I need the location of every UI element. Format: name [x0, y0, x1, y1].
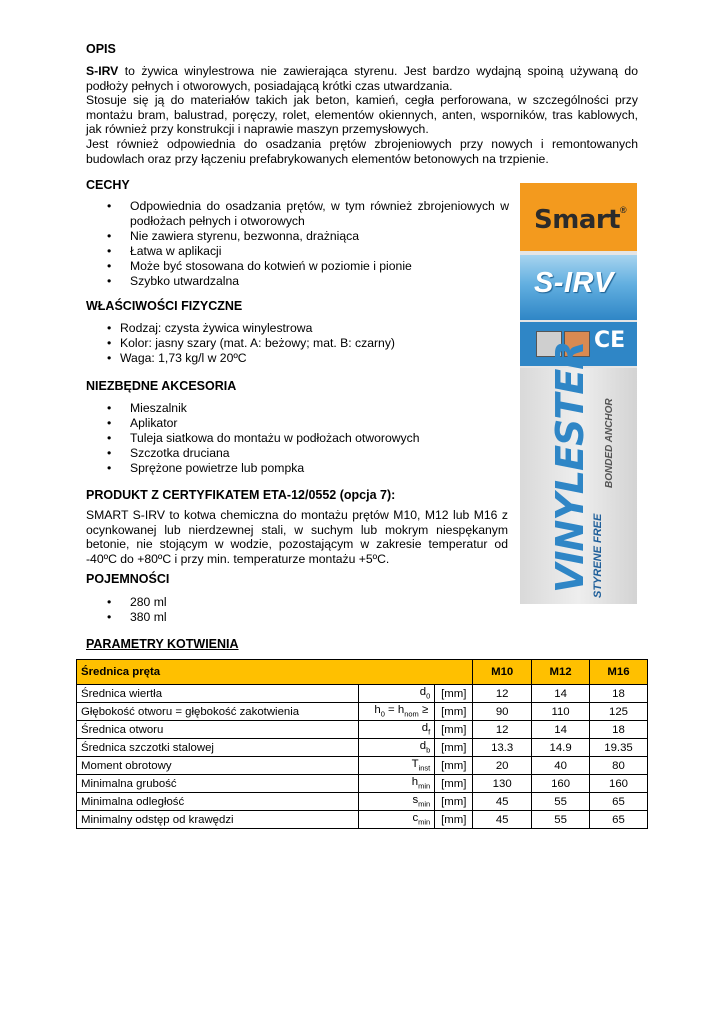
akcesoria-list: [87, 401, 512, 476]
list-item: • 280 ml: [87, 595, 287, 610]
list-item: • 380 ml: [87, 610, 287, 625]
list-item: • Szybko utwardzalna: [87, 274, 509, 289]
section-heading-pojemnosci: POJEMNOŚCI: [86, 572, 170, 586]
cell-value: 110: [532, 703, 590, 721]
row-label: Średnica szczotki stalowej: [77, 739, 359, 757]
cell-value: 65: [590, 793, 648, 811]
header-col: M12: [532, 660, 590, 685]
cell-value: 13.3: [473, 739, 532, 757]
bonded-anchor-text: BONDED ANCHOR: [604, 398, 615, 488]
row-label: Minimalna odległość: [77, 793, 359, 811]
list-item: • Rodzaj: czysta żywica winylestrowa: [87, 321, 512, 336]
vinylester-text: VINYLESTER: [548, 341, 592, 593]
header-col: M16: [590, 660, 648, 685]
section-heading-opis: OPIS: [86, 42, 116, 56]
list-item: • Mieszalnik: [87, 401, 512, 416]
list-item: • Szczotka druciana: [87, 446, 512, 461]
list-item: • Waga: 1,73 kg/l w 20ºC: [87, 351, 512, 366]
product-image: [520, 183, 637, 604]
list-item: • Może być stosowana do kotwień w poziomie i pionie: [87, 259, 509, 274]
cell-value: 12: [473, 685, 532, 703]
cartridge-label: [520, 341, 637, 604]
cell-value: 45: [473, 793, 532, 811]
row-symbol: $h_0 = h_{nom}$ ≥: [359, 703, 435, 721]
row-unit: [mm]: [435, 739, 473, 757]
model-band: [520, 255, 637, 320]
row-label: Głębokość otworu = głębokość zakotwienia: [77, 703, 359, 721]
table-row: [77, 775, 648, 793]
row-unit: [mm]: [435, 757, 473, 775]
cell-value: 55: [532, 811, 590, 829]
cell-value: 65: [590, 811, 648, 829]
cell-value: 55: [532, 793, 590, 811]
section-heading-akcesoria: NIEZBĘDNE AKCESORIA: [86, 379, 237, 393]
opis-text: [86, 64, 638, 166]
row-label: Minimalny odstęp od krawędzi: [77, 811, 359, 829]
row-symbol: $d_0$: [359, 685, 435, 703]
brand-logo: [520, 183, 637, 251]
wlasciwosci-list: [87, 321, 512, 366]
row-symbol: $c_{min}$: [359, 811, 435, 829]
list-item: • Tuleja siatkowa do montażu w podłożach otworowych: [87, 431, 512, 446]
styrene-free-text: STYRENE FREE: [592, 513, 604, 598]
table-row: [77, 685, 648, 703]
section-heading-wlasciwosci: WŁAŚCIWOŚCI FIZYCZNE: [86, 299, 243, 313]
row-unit: [mm]: [435, 685, 473, 703]
product-name: S-IRV: [86, 64, 119, 78]
row-label: Moment obrotowy: [77, 757, 359, 775]
row-label: Minimalna grubość: [77, 775, 359, 793]
certyfikat-text: SMART S-IRV to kotwa chemiczna do montażu prętów M10, M12 lub M16 z ocynkowanej lub nierdzewnej stali, w suchym lub mokrym niespękanym betonie, nie stojącym w wodzie, pozostającym w zakresie temperatur od -40ºC do +80ºC i przy min. temperaturze montażu +5ºC.: [86, 508, 508, 566]
cell-value: 125: [590, 703, 648, 721]
row-unit: [mm]: [435, 811, 473, 829]
row-symbol: $h_{min}$: [359, 775, 435, 793]
ce-mark-icon: CE: [594, 328, 626, 353]
model-name: S-IRV: [534, 267, 614, 299]
row-symbol: $T_{inst}$: [359, 757, 435, 775]
list-item: • Łatwa w aplikacji: [87, 244, 509, 259]
row-unit: [mm]: [435, 721, 473, 739]
row-label: Średnica otworu: [77, 721, 359, 739]
cell-value: 18: [590, 721, 648, 739]
list-item: • Sprężone powietrze lub pompka: [87, 461, 512, 476]
cell-value: 45: [473, 811, 532, 829]
cechy-list: [87, 199, 509, 289]
registered-mark: ®: [620, 205, 627, 215]
row-symbol: $d_f$: [359, 721, 435, 739]
list-item: • Aplikator: [87, 416, 512, 431]
cell-value: 18: [590, 685, 648, 703]
row-unit: [mm]: [435, 775, 473, 793]
pojemnosci-list: [87, 595, 287, 625]
cell-value: 40: [532, 757, 590, 775]
opis-paragraph-1: S-IRV to żywica winylestrowa nie zawierająca styrenu. Jest bardzo wydajną spoiną używaną do podłoży pełnych i otworowych, posiadającą krótki czas utwardzania.: [86, 64, 638, 93]
row-symbol: $s_{min}$: [359, 793, 435, 811]
list-item: • Nie zawiera styrenu, bezwonna, drażniąca: [87, 229, 509, 244]
cell-value: 20: [473, 757, 532, 775]
cell-value: 90: [473, 703, 532, 721]
cell-value: 19.35: [590, 739, 648, 757]
opis-paragraph-2: Stosuje się ją do materiałów takich jak beton, kamień, cegła perforowana, w szczególności przy montażu bram, balustrad, poręczy, rolet, elementów okiennych, anten, wsporników, tras kablowych, jak również przy konstrukcji i naprawie maszyn przemysłowych.: [86, 93, 638, 137]
opis-paragraph-3: Jest również odpowiednia do osadzania prętów zbrojeniowych przy nowych i remontowanych budowlach oraz przy łączeniu prefabrykowanych elementów betonowych na trzpienie.: [86, 136, 638, 166]
list-item: • Odpowiednia do osadzania prętów, w tym również zbrojeniowych w podłożach pełnych i otworowych: [87, 199, 509, 229]
table-row: [77, 793, 648, 811]
header-label: Średnica pręta: [77, 660, 473, 685]
table-row: [77, 703, 648, 721]
cell-value: 160: [590, 775, 648, 793]
section-heading-cechy: CECHY: [86, 178, 130, 192]
row-unit: [mm]: [435, 793, 473, 811]
list-item: • Kolor: jasny szary (mat. A: beżowy; mat. B: czarny): [87, 336, 512, 351]
cell-value: 14.9: [532, 739, 590, 757]
parameters-table: [76, 659, 648, 829]
row-label: Średnica wiertła: [77, 685, 359, 703]
cell-value: 80: [590, 757, 648, 775]
section-heading-certyfikat: PRODUKT Z CERTYFIKATEM ETA-12/0552 (opcja 7):: [86, 488, 396, 502]
header-col: M10: [473, 660, 532, 685]
cell-value: 14: [532, 721, 590, 739]
table-row: [77, 811, 648, 829]
row-symbol: $d_b$: [359, 739, 435, 757]
cell-value: 160: [532, 775, 590, 793]
cell-value: 14: [532, 685, 590, 703]
cell-value: 130: [473, 775, 532, 793]
table-row: [77, 721, 648, 739]
row-unit: [mm]: [435, 703, 473, 721]
table-row: [77, 739, 648, 757]
table-header-row: [77, 660, 648, 685]
table-row: [77, 757, 648, 775]
brand-logo-text: Smart: [534, 205, 621, 235]
section-heading-parametry: PARAMETRY KOTWIENIA: [86, 637, 239, 651]
cell-value: 12: [473, 721, 532, 739]
